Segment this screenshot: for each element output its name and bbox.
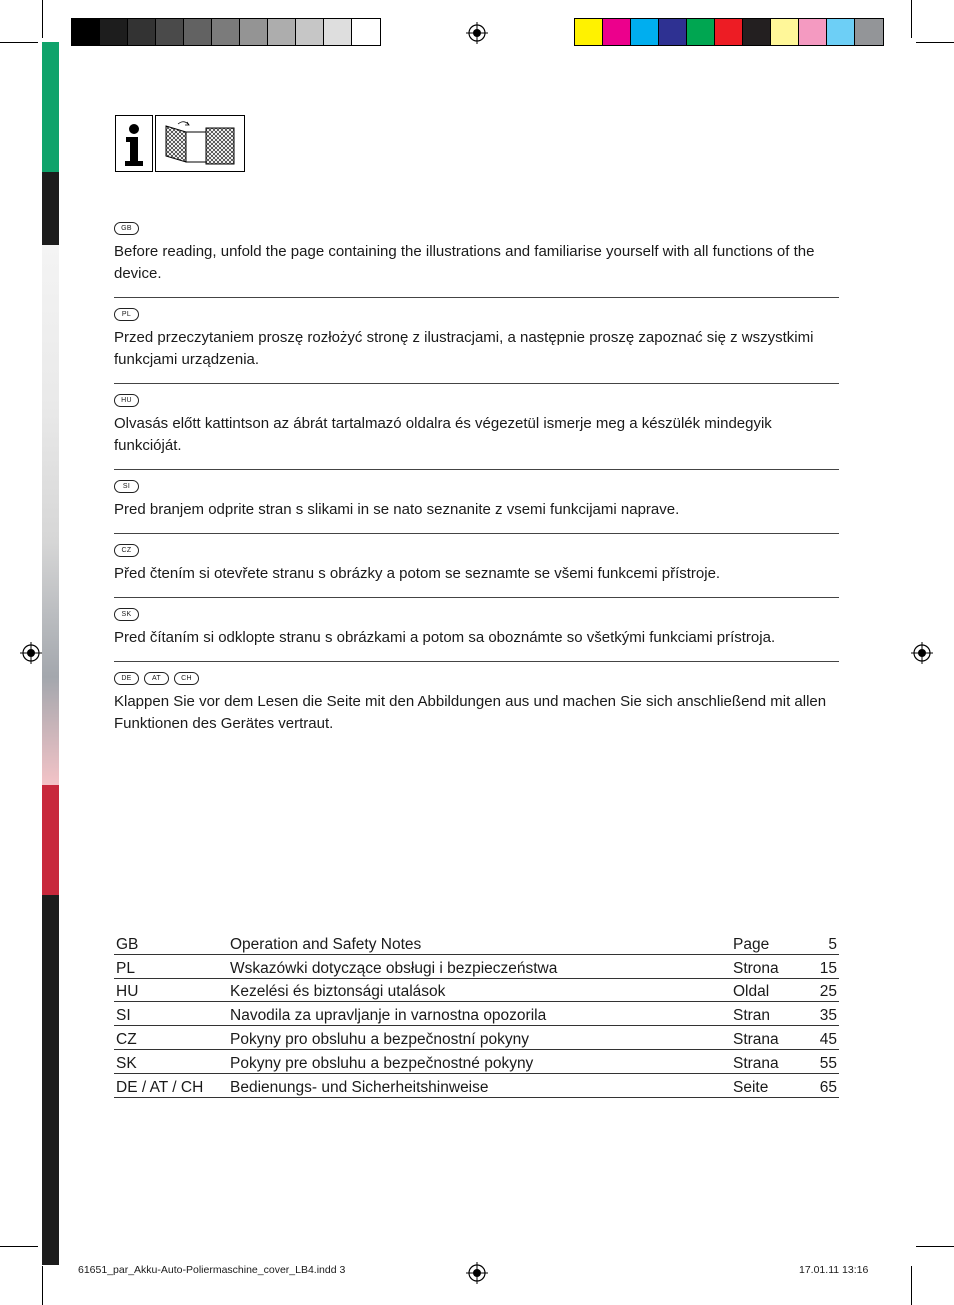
toc-code: HU — [114, 978, 228, 1002]
section-text: Pred čítaním si odklopte stranu s obrázkami a potom sa oboznámte so všetkými funkciami prístroja. — [114, 629, 776, 646]
cmyk-color-bar — [574, 18, 884, 46]
grayscale-swatch — [296, 19, 324, 45]
grayscale-swatch — [268, 19, 296, 45]
grayscale-swatch — [72, 19, 100, 45]
info-icon — [115, 115, 153, 172]
grayscale-color-bar — [71, 18, 381, 46]
cmyk-swatch — [687, 19, 715, 45]
cmyk-swatch — [575, 19, 603, 45]
cmyk-swatch — [715, 19, 743, 45]
toc-page: 25 — [795, 978, 839, 1002]
toc-title: Navodila za upravljanje in varnostna opozorila — [228, 1002, 731, 1026]
country-badge: GB — [114, 222, 139, 235]
toc-code: PL — [114, 954, 228, 978]
footer-filename: 61651_par_Akku-Auto-Poliermaschine_cover_LB4.indd 3 — [78, 1264, 346, 1276]
toc-code: CZ — [114, 1026, 228, 1050]
country-badge: CZ — [114, 544, 139, 557]
language-section — [114, 394, 839, 470]
grayscale-swatch — [100, 19, 128, 45]
country-badge: DE — [114, 672, 139, 685]
cmyk-swatch — [603, 19, 631, 45]
table-row — [114, 978, 839, 1002]
country-badge: SI — [114, 480, 139, 493]
country-badge: AT — [144, 672, 169, 685]
toc-page: 15 — [795, 954, 839, 978]
registration-mark-icon — [911, 642, 933, 664]
cmyk-swatch — [855, 19, 883, 45]
toc-label: Strona — [731, 954, 795, 978]
grayscale-swatch — [212, 19, 240, 45]
toc-page: 45 — [795, 1026, 839, 1050]
country-badge: PL — [114, 308, 139, 321]
toc-page: 65 — [795, 1073, 839, 1097]
table-row — [114, 1073, 839, 1097]
toc-label: Stran — [731, 1002, 795, 1026]
grayscale-swatch — [352, 19, 380, 45]
cmyk-swatch — [771, 19, 799, 45]
toc-page: 5 — [795, 931, 839, 954]
table-row — [114, 1002, 839, 1026]
table-row — [114, 954, 839, 978]
toc-title: Pokyny pro obsluhu a bezpečnostní pokyny — [228, 1026, 731, 1050]
section-text: Pred branjem odprite stran s slikami in se nato seznanite z vsemi funkcijami naprave. — [114, 501, 680, 518]
country-badge: CH — [174, 672, 199, 685]
section-text: Klappen Sie vor dem Lesen die Seite mit den Abbildungen aus und machen Sie sich anschließend mit allen Funktionen des Gerätes vertraut. — [114, 693, 827, 732]
registration-mark-icon — [20, 642, 42, 664]
toc-label: Strana — [731, 1049, 795, 1073]
country-badge: HU — [114, 394, 139, 407]
registration-mark-icon — [466, 22, 488, 44]
section-text: Olvasás előtt kattintson az ábrát tartalmazó oldalra és végezetül ismerje meg a készülék mindegyik funkcióját. — [114, 415, 772, 454]
cmyk-swatch — [827, 19, 855, 45]
country-badge: SK — [114, 608, 139, 621]
registration-mark-icon — [466, 1262, 488, 1284]
grayscale-swatch — [156, 19, 184, 45]
section-text: Przed przeczytaniem proszę rozłożyć stronę z ilustracjami, a następnie proszę zapoznać się z wszystkimi funkcjami urządzenia. — [114, 329, 814, 368]
footer-date: 17.01.11 13:16 — [799, 1264, 869, 1276]
language-section — [114, 544, 839, 598]
toc-page: 55 — [795, 1049, 839, 1073]
cmyk-swatch — [799, 19, 827, 45]
toc-page: 35 — [795, 1002, 839, 1026]
language-section — [114, 308, 839, 384]
toc-code: SK — [114, 1049, 228, 1073]
table-row — [114, 1049, 839, 1073]
toc-title: Bedienungs- und Sicherheitshinweise — [228, 1073, 731, 1097]
toc-title: Wskazówki dotyczące obsługi i bezpieczeństwa — [228, 954, 731, 978]
toc-label: Seite — [731, 1073, 795, 1097]
table-row — [114, 931, 839, 954]
language-section — [114, 608, 839, 662]
toc-code: DE / AT / CH — [114, 1073, 228, 1097]
section-text: Před čtením si otevřete stranu s obrázky a potom se seznamte se všemi funkcemi přístroje. — [114, 565, 721, 582]
grayscale-swatch — [128, 19, 156, 45]
toc-title: Kezelési és biztonsági utalások — [228, 978, 731, 1002]
toc-code: SI — [114, 1002, 228, 1026]
toc-code: GB — [114, 931, 228, 954]
toc-label: Page — [731, 931, 795, 954]
language-sections — [114, 222, 839, 757]
fold-out-page-icon — [155, 115, 245, 172]
cmyk-swatch — [743, 19, 771, 45]
language-section — [114, 480, 839, 534]
table-of-contents — [114, 931, 839, 1098]
grayscale-swatch — [240, 19, 268, 45]
toc-title: Pokyny pre obsluhu a bezpečnostné pokyny — [228, 1049, 731, 1073]
cmyk-swatch — [631, 19, 659, 45]
toc-label: Strana — [731, 1026, 795, 1050]
table-row — [114, 1026, 839, 1050]
language-section — [114, 672, 839, 747]
section-text: Before reading, unfold the page containing the illustrations and familiarise yourself with all functions of the device. — [114, 243, 815, 282]
toc-title: Operation and Safety Notes — [228, 931, 731, 954]
language-section — [114, 222, 839, 298]
grayscale-swatch — [184, 19, 212, 45]
cmyk-swatch — [659, 19, 687, 45]
grayscale-swatch — [324, 19, 352, 45]
toc-label: Oldal — [731, 978, 795, 1002]
